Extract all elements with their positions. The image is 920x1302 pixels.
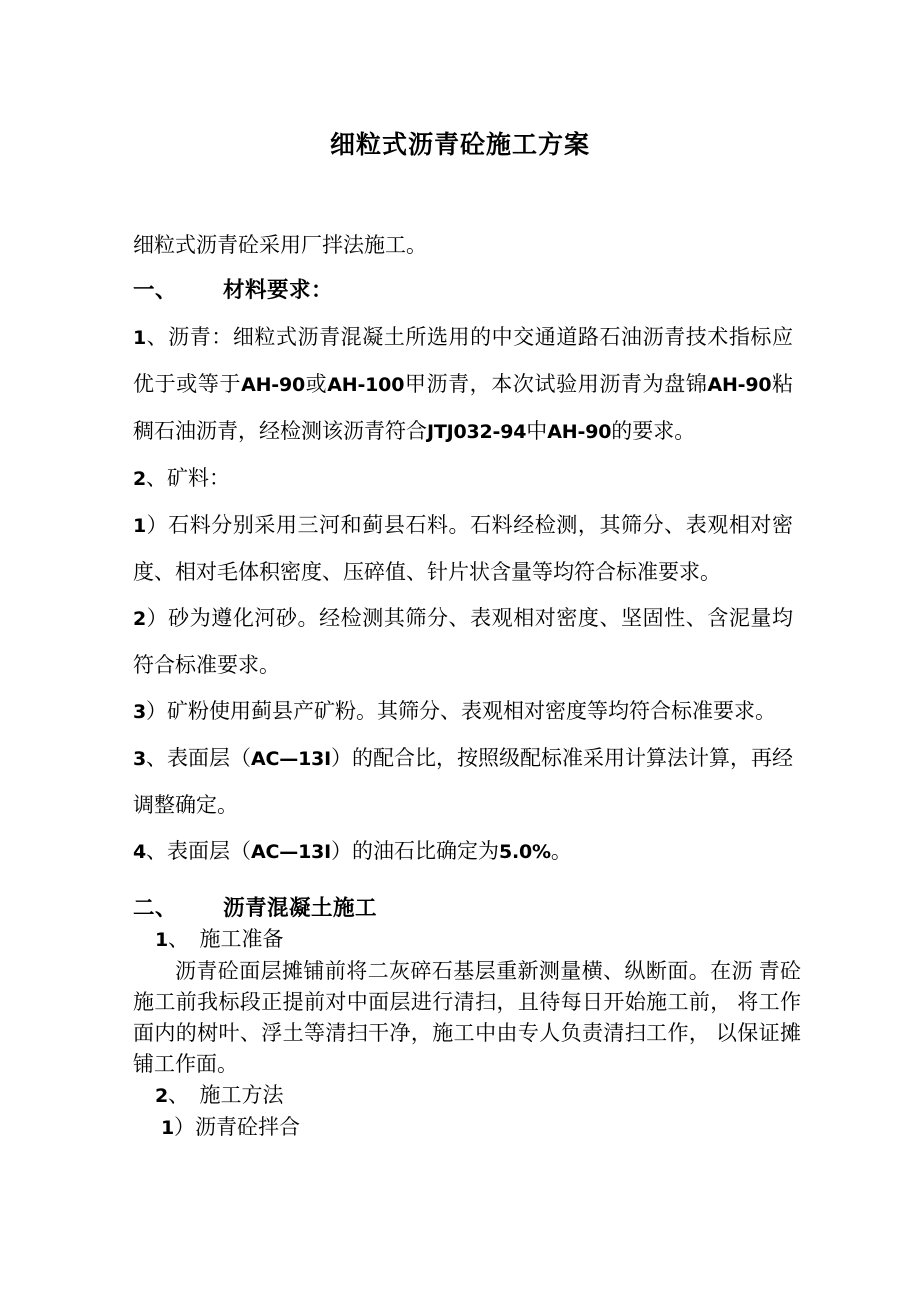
section-two-heading-label: 沥青混凝土施工 — [223, 896, 378, 921]
section-one-heading — [133, 268, 793, 314]
section-one-item-2-1: 1）石料分别采用三河和蓟县石料。石料经检测，其筛分、表观相对密度、相对毛体积密度、压碎值、针片状含量等均符合标准要求。 — [133, 513, 793, 584]
section-two-heading-number: 二、 — [133, 896, 178, 921]
section-two-sub-two-label: 2、 施工方法 — [155, 1083, 284, 1107]
latin-run: 2 — [155, 1085, 169, 1107]
latin-run: AC—13I — [251, 748, 331, 770]
section-one-block — [133, 222, 793, 875]
latin-run: 1 — [133, 327, 147, 349]
section-one-heading-number: 一、 — [133, 278, 178, 303]
latin-run: AC—13I — [251, 841, 331, 863]
section-one-item-4: 4、表面层（AC—13I）的油石比确定为5.0%。 — [133, 839, 572, 863]
latin-run: 3 — [133, 701, 147, 723]
latin-run: 1 — [133, 515, 147, 537]
section-one-item-1: 1、沥青：细粒式沥青混凝土所选用的中交通道路石油沥青技术指标应优于或等于AH-90或AH-100甲沥青，本次试验用沥青为盘锦AH-90粘稠石油沥青，经检测该沥青符合JTJ032-94中AH-90的要求。 — [133, 325, 794, 443]
intro-paragraph: 细粒式沥青砼采用厂拌法施工。 — [133, 233, 427, 257]
latin-run: AH-90 — [241, 374, 306, 396]
page-title: 细粒式沥青砼施工方案 — [329, 130, 590, 159]
latin-run: 3 — [133, 748, 147, 770]
section-one-item-2-3: 3）矿粉使用蓟县产矿粉。其筛分、表观相对密度等均符合标准要求。 — [133, 699, 777, 723]
section-one-heading-label: 材料要求： — [223, 278, 334, 303]
section-two-sub-one-body: 沥青砼面层摊铺前将二灰碎石基层重新测量横、纵断面。在沥 青砼施工前我标段正提前对中面层进行清扫，且待每日开始施工前， 将工作面内的树叶、浮土等清扫干净，施工中由专人负责清扫工作， 以保证摊铺工作面。 — [133, 959, 801, 1076]
latin-run: JTJ032-94 — [427, 421, 527, 443]
latin-run: 1 — [155, 929, 169, 951]
latin-run: AH-90 — [707, 374, 772, 396]
latin-run: 1 — [161, 1117, 175, 1139]
section-two-heading — [133, 893, 801, 924]
section-one-item-3: 3、表面层（AC—13I）的配合比，按照级配标准采用计算法计算，再经调整确定。 — [133, 746, 793, 817]
section-two-sub-two-item-1: 1）沥青砼拌合 — [161, 1115, 301, 1139]
section-two-sub-one-label: 1、 施工准备 — [155, 927, 284, 951]
latin-run: AH-100 — [327, 374, 405, 396]
latin-run: AH-90 — [547, 421, 612, 443]
section-one-item-2: 2、矿料： — [133, 466, 231, 490]
latin-run: 2 — [133, 468, 147, 490]
latin-run: 2 — [133, 608, 147, 630]
section-two-block — [133, 893, 801, 1144]
section-one-item-2-2: 2）砂为遵化河砂。经检测其筛分、表观相对密度、坚固性、含泥量均符合标准要求。 — [133, 606, 793, 677]
latin-run: 5.0% — [499, 841, 551, 863]
latin-run: 4 — [133, 841, 147, 863]
